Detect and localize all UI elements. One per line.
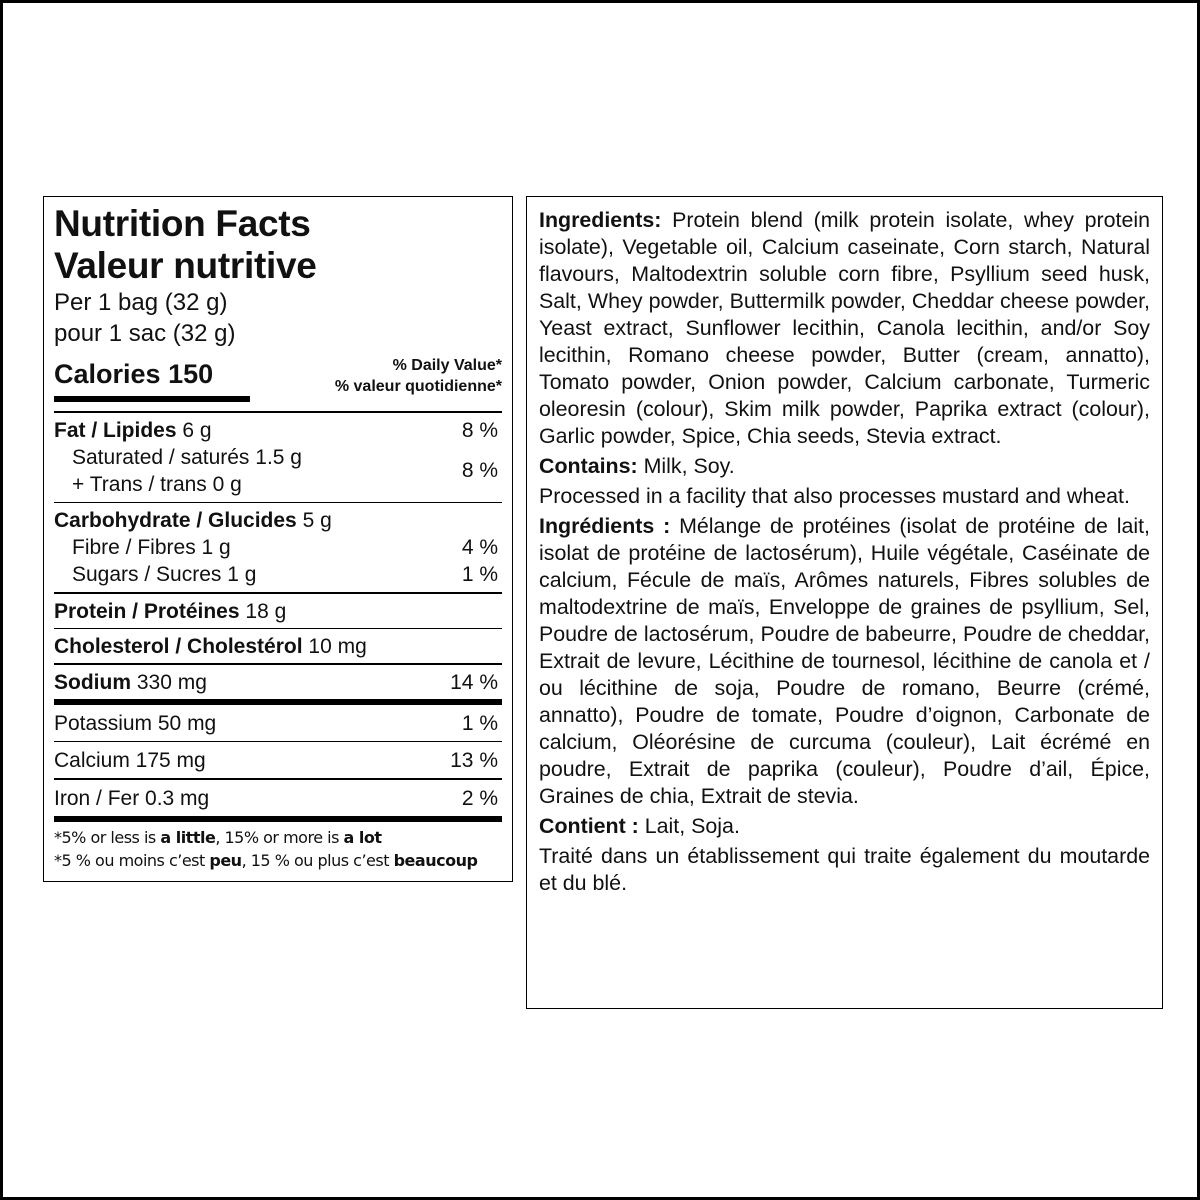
fibre-amount: 1 g [201,536,231,559]
ingredients-en-label: Ingredients: [539,208,662,232]
fibre-label: Fibre / Fibres [72,536,196,559]
protein-row [54,594,502,628]
sugars-row [54,561,502,592]
sodium-pct: 14 % [450,670,498,694]
trans-label: + Trans / trans [72,472,207,496]
trans-amount: 0 g [212,472,242,496]
potassium-pct: 1 % [461,711,498,735]
cholesterol-amount: 10 mg [308,635,367,658]
sugars-label: Sugars / Sucres [72,563,222,586]
fibre-pct: 4 % [461,536,498,559]
carbohydrate-label: Carbohydrate / Glucides [54,509,297,532]
ingredients-en-text: Protein blend (milk protein isolate, whey protein isolate), Vegetable oil, Calcium caseinate, Corn starch, Natural flavours, Maltodextrin soluble corn fibre, Psyllium seed husk, Salt, Whey powder, Buttermilk powder, Cheddar cheese powder, Yeast extract, Sunflower lecithin, Canola lecithin, and/or Soy lecithin, Romano cheese powder, Butter (cream, annatto), Tomato powder, Onion powder, Calcium carbonate, Turmeric oleoresin (colour), Skim milk powder, Paprika extract (colour), Garlic powder, Spice, Chia seeds, Stevia extract. [539,208,1150,448]
footnote-en: *5% or less is a little, 15% or more is a lot [54,827,382,847]
calcium-pct: 13 % [450,749,498,772]
carbohydrate-row [54,503,502,534]
daily-value-header-fr: % valeur quotidienne* [334,378,502,395]
daily-value-header [335,355,502,397]
fat-pct: 8 % [461,418,498,442]
facility-en: Processed in a facility that also processes mustard and wheat. [539,484,1130,508]
sodium-amount: 330 mg [136,670,207,694]
serving-size-fr: pour 1 sac (32 g) [54,320,236,347]
calories-label: Calories [54,359,161,389]
ingredients-fr-text: Mélange de protéines (isolat de protéine de lait, isolat de protéine de lactosérum), Huile végétale, Caséinate de calcium, Fécule de maïs, Arômes naturels, Fibres solubles de maltodextrine de maïs, Enveloppe de graines de psyllium, Sel, Poudre de lactosérum, Poudre de babeurre, Poudre de cheddar, Extrait de levure, Lécithine de tournesol, lécithine de canola et / ou lécithine de soja, Poudre de romano, Beurre (crémé, annatto), Poudre de tomate, Poudre d’oignon, Carbonate de calcium, Oléorésine de curcuma (couleur), Lait écrémé en poudre, Extrait de paprika (couleur), Poudre d’ail, Épice, Graines de chia, Extrait de stevia. [539,514,1150,808]
saturated-row [72,444,302,471]
calories [54,359,213,390]
nutrition-facts-panel [43,196,513,882]
carbohydrate-amount: 5 g [302,509,332,532]
contains-en-label: Contains: [539,454,638,478]
sugars-amount: 1 g [227,563,257,586]
sodium-row [54,665,502,699]
footnote [54,822,502,872]
ingredients-en [539,207,1150,450]
fat-row [54,413,502,444]
protein-amount: 18 g [245,599,287,623]
potassium-row [54,705,502,741]
contains-fr-text: Lait, Soja. [638,814,740,838]
potassium-label: Potassium 50 mg [54,711,217,735]
trans-row [72,471,302,498]
protein-label: Protein / Protéines [54,599,240,623]
sodium-label: Sodium [54,670,131,694]
contains-fr [539,813,1150,840]
iron-pct: 2 % [461,786,498,810]
fat-label: Fat / Lipides [54,418,177,442]
contains-en-text: Milk, Soy. [637,454,735,478]
calories-underline [54,396,250,402]
calcium-label: Calcium 175 mg [54,749,206,772]
calcium-row [54,742,502,778]
iron-label: Iron / Fer 0.3 mg [54,786,210,810]
cholesterol-row [54,629,502,663]
saturated-label: Saturated / saturés [72,445,250,469]
saturated-trans-block [54,444,502,502]
nutrition-title-en: Nutrition Facts [54,203,311,244]
nutrition-title-fr: Valeur nutritive [54,245,317,286]
facility-fr: Traité dans un établissement qui traite également du moutarde et du blé. [539,844,1150,895]
calories-value: 150 [168,359,214,389]
ingredients-fr-label: Ingrédients : [539,514,671,538]
fat-amount: 6 g [182,418,212,442]
sat-trans-pct: 8 % [461,459,498,482]
daily-value-header-en: % Daily Value* [392,357,502,374]
footnote-fr: *5 % ou moins c’est peu, 15 % ou plus c’est beaucoup [54,850,478,870]
serving-size-en: Per 1 bag (32 g) [54,289,228,316]
sugars-pct: 1 % [461,563,498,586]
saturated-amount: 1.5 g [255,445,302,469]
iron-row [54,780,502,816]
contains-en [539,453,1150,480]
ingredients-fr [539,513,1150,810]
ingredients-panel [526,196,1163,1009]
contains-fr-label: Contient : [539,814,639,838]
cholesterol-label: Cholesterol / Cholestérol [54,635,303,658]
calories-row [54,353,502,411]
fibre-row [54,534,502,561]
